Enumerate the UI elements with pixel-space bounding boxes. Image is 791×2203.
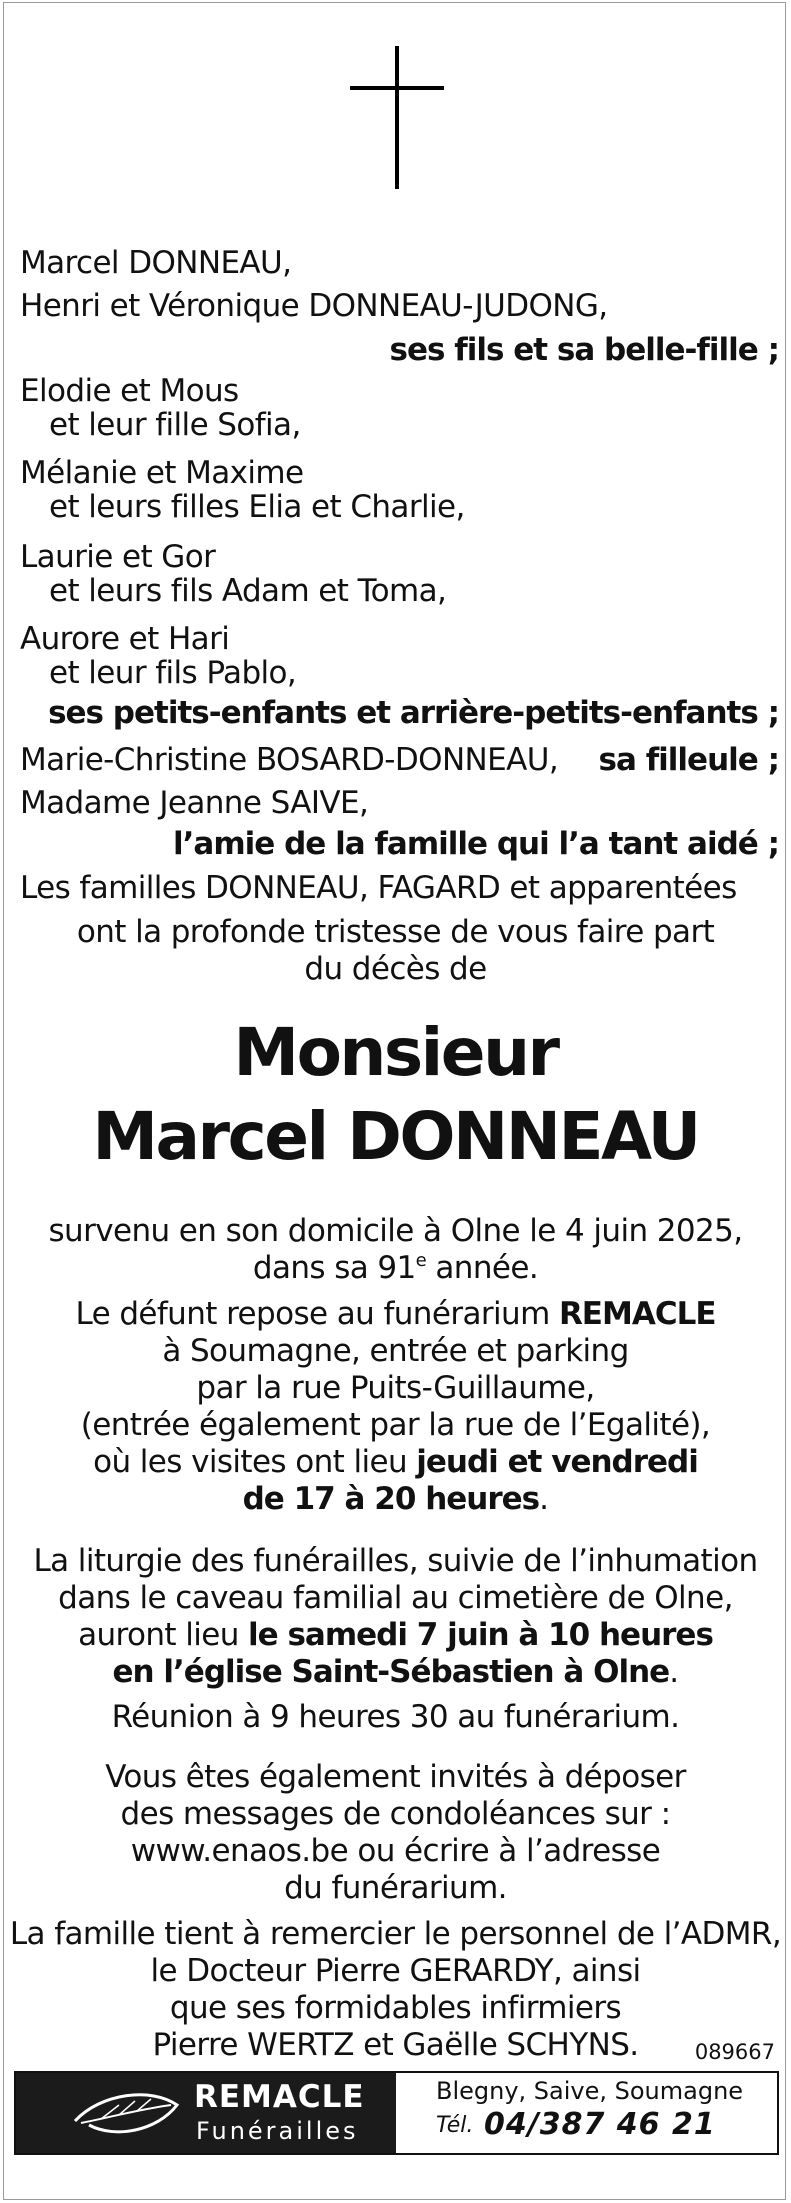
phone-number: 04/387 46 21	[484, 2107, 716, 2142]
family-member: Marie-Christine BOSARD-DONNEAU,	[20, 742, 559, 778]
family-member: Aurore et Hari	[20, 621, 230, 657]
detail-line: que ses formidables infirmiers	[169, 1990, 622, 2026]
announce-line: du décès de	[304, 951, 487, 987]
detail-line: du funérarium.	[284, 1870, 507, 1906]
detail-line: survenu en son domicile à Olne le 4 juin 2025,	[48, 1213, 743, 1249]
deceased-name: Marcel DONNEAU	[92, 1098, 699, 1175]
visit-hours: de 17 à 20 heures	[242, 1481, 540, 1517]
detail-line: où les visites ont lieu jeudi et vendredi	[93, 1444, 698, 1480]
tel-label: Tél.	[436, 2113, 474, 2138]
death-notice	[3, 2, 786, 2200]
cross-icon	[350, 46, 444, 189]
brand-panel	[16, 2073, 396, 2153]
family-member: et leur fille Sofia,	[49, 407, 301, 443]
family-role: ses fils et sa belle-fille ;	[389, 332, 779, 368]
family-member: Henri et Véronique DONNEAU-JUDONG,	[20, 288, 608, 324]
detail-line: de 17 à 20 heures.	[242, 1481, 549, 1517]
family-member: et leur fils Pablo,	[49, 655, 297, 691]
family-member: Laurie et Gor	[20, 539, 216, 575]
detail-line: auront lieu le samedi 7 juin à 10 heures	[78, 1617, 713, 1653]
family-role: sa filleule ;	[598, 742, 779, 778]
visit-days: jeudi et vendredi	[416, 1444, 698, 1480]
ordinal-sup: e	[415, 1250, 427, 1271]
detail-line: Réunion à 9 heures 30 au funérarium.	[111, 1699, 680, 1735]
family-member: et leurs fils Adam et Toma,	[49, 573, 447, 609]
families-text: Les familles DONNEAU, FAGARD et apparentées	[20, 870, 737, 906]
family-role: ses petits-enfants et arrière-petits-enfants ;	[48, 695, 779, 731]
family-member: Marcel DONNEAU,	[20, 245, 292, 281]
family-member: Elodie et Mous	[20, 373, 239, 409]
detail-line: La famille tient à remercier le personnel de l’ADMR,	[9, 1916, 782, 1952]
brand-name: REMACLE	[194, 2079, 365, 2115]
detail-line: à Soumagne, entrée et parking	[162, 1333, 629, 1369]
detail-line: par la rue Puits-Guillaume,	[196, 1370, 595, 1406]
leaf-icon	[71, 2083, 181, 2143]
family-role: l’amie de la famille qui l’a tant aidé ;	[173, 826, 779, 862]
detail-line: en l’église Saint-Sébastien à Olne.	[112, 1654, 679, 1690]
family-member: Madame Jeanne SAIVE,	[20, 785, 369, 821]
ceremony-place: en l’église Saint-Sébastien à Olne	[112, 1654, 670, 1690]
deceased-title: Monsieur	[233, 1014, 558, 1091]
family-member: Mélanie et Maxime	[20, 455, 304, 491]
reference-number: 089667	[694, 2040, 775, 2064]
detail-line: (entrée également par la rue de l’Egalité),	[80, 1407, 711, 1443]
detail-line: dans le caveau familial au cimetière de Olne,	[58, 1580, 733, 1616]
detail-line: le Docteur Pierre GERARDY, ainsi	[150, 1953, 641, 1989]
detail-line: Le défunt repose au funérarium REMACLE	[75, 1296, 716, 1332]
brand-subtitle: Funérailles	[196, 2117, 359, 2145]
announce-line: ont la profonde tristesse de vous faire part	[76, 914, 715, 950]
funeral-home-name: REMACLE	[558, 1296, 716, 1332]
funeral-home-banner	[14, 2071, 779, 2155]
locations: Blegny, Saive, Soumagne	[436, 2077, 744, 2105]
family-member: et leurs filles Elia et Charlie,	[49, 489, 465, 525]
detail-line: des messages de condoléances sur :	[120, 1796, 671, 1832]
detail-line: Pierre WERTZ et Gaëlle SCHYNS.	[152, 2027, 639, 2063]
detail-line: La liturgie des funérailles, suivie de l’inhumation	[33, 1543, 758, 1579]
ceremony-date: le samedi 7 juin à 10 heures	[248, 1617, 713, 1653]
detail-line: www.enaos.be ou écrire à l’adresse	[130, 1833, 661, 1869]
detail-line: dans sa 91e année.	[252, 1250, 539, 1286]
detail-line: Vous êtes également invités à déposer	[105, 1759, 686, 1795]
